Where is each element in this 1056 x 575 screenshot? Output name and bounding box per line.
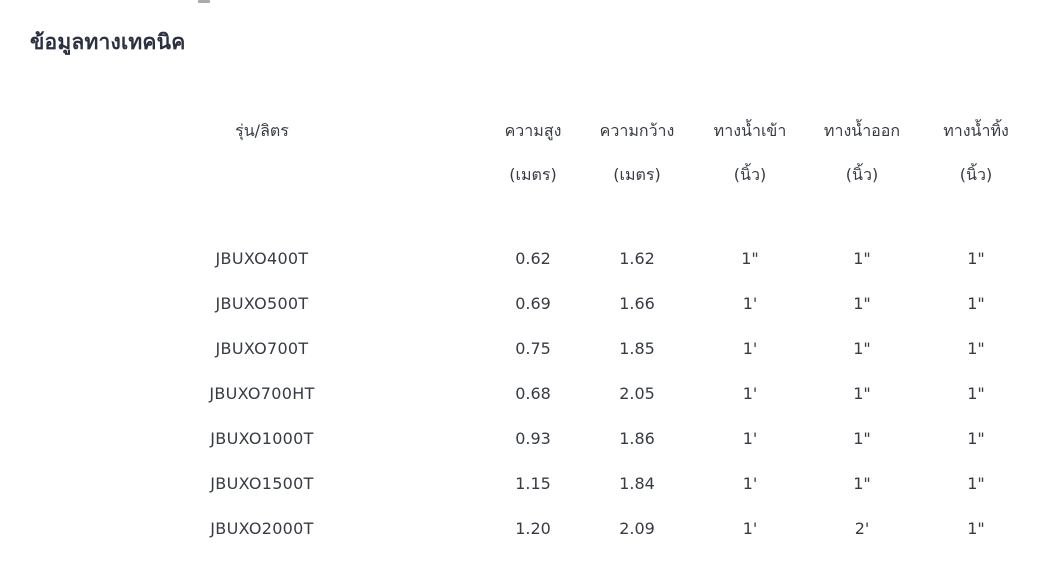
model-cell: JBUXO700HT [209, 384, 315, 403]
page-title: ข้อมูลทางเทคนิค [30, 30, 186, 54]
value-cell: 0.68 [515, 384, 551, 403]
value-cell: 1.85 [619, 339, 655, 358]
column-header-unit: (เมตร) [613, 165, 661, 184]
column-header-label: ความสูง [504, 121, 562, 140]
column-header-label: ความกว้าง [599, 121, 675, 140]
value-cell: 1" [967, 294, 985, 313]
value-cell: 0.75 [515, 339, 551, 358]
value-cell: 1" [967, 384, 985, 403]
value-cell: 1' [742, 384, 758, 403]
value-cell: 1' [742, 519, 758, 538]
value-cell: 1" [967, 474, 985, 493]
value-cell: 2.05 [619, 384, 655, 403]
model-cell: JBUXO700T [215, 339, 309, 358]
value-cell: 1.15 [515, 474, 551, 493]
value-cell: 1' [742, 429, 758, 448]
column-header-unit: (เมตร) [509, 165, 557, 184]
column-header-label: ทางน้ำออก [823, 121, 901, 140]
value-cell: 1' [742, 339, 758, 358]
value-cell: 1.20 [515, 519, 551, 538]
model-cell: JBUXO1000T [210, 429, 314, 448]
value-cell: 2.09 [619, 519, 655, 538]
value-cell: 0.93 [515, 429, 551, 448]
value-cell: 1" [853, 429, 871, 448]
value-cell: 1" [853, 249, 871, 268]
column-header-label: รุ่น/ลิตร [235, 121, 289, 140]
column-header-label: ทางน้ำเข้า [713, 121, 787, 140]
value-cell: 1" [967, 519, 985, 538]
model-cell: JBUXO500T [215, 294, 309, 313]
model-cell: JBUXO400T [215, 249, 309, 268]
value-cell: 1" [853, 294, 871, 313]
value-cell: 1" [967, 249, 985, 268]
value-cell: 1' [742, 294, 758, 313]
value-cell: 1.66 [619, 294, 655, 313]
value-cell: 1" [853, 339, 871, 358]
model-cell: JBUXO1500T [210, 474, 314, 493]
value-cell: 0.62 [515, 249, 551, 268]
value-cell: 1.86 [619, 429, 655, 448]
value-cell: 1" [853, 384, 871, 403]
value-cell: 1.84 [619, 474, 655, 493]
column-header-unit: (นิ้ว) [733, 165, 767, 184]
model-cell: JBUXO2000T [210, 519, 314, 538]
value-cell: 1.62 [619, 249, 655, 268]
value-cell: 1' [742, 474, 758, 493]
column-header-label: ทางน้ำทิ้ง [943, 121, 1009, 140]
value-cell: 1" [967, 339, 985, 358]
value-cell: 1" [967, 429, 985, 448]
column-header-unit: (นิ้ว) [959, 165, 993, 184]
value-cell: 1" [741, 249, 759, 268]
column-header-unit: (นิ้ว) [845, 165, 879, 184]
value-cell: 1" [853, 474, 871, 493]
value-cell: 2' [854, 519, 870, 538]
value-cell: 0.69 [515, 294, 551, 313]
